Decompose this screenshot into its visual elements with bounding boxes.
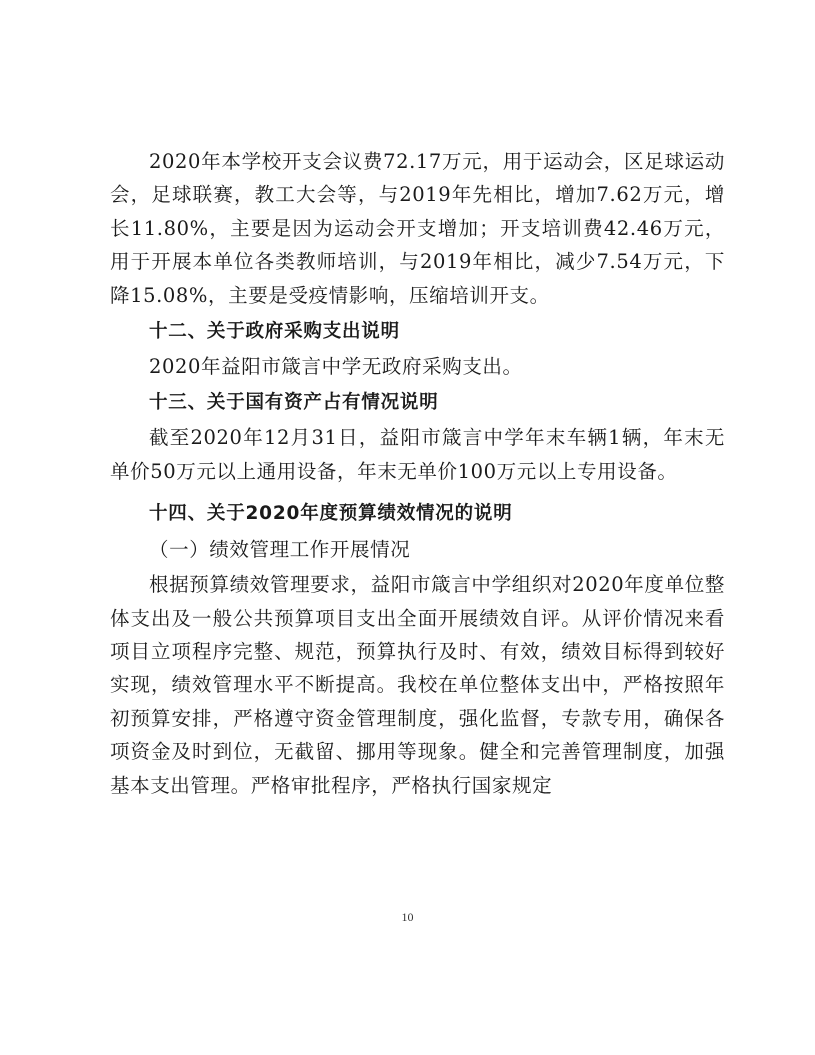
paragraph-government-procurement: 2020年益阳市箴言中学无政府采购支出。 [149,355,523,379]
page-number: 10 [401,910,414,924]
paragraph-performance-management: 根据预算绩效管理要求，益阳市箴言中学组织对2020年度单位整体支出及一般公共预算项目支出全面开展绩效自评。从评价情况来看项目立项程序完整、规范，预算执行及时、有效，绩效目标得到较好实现，绩效管理水平不断提高。我校在单位整体支出中，严格按照年初预算安排，严格遵守资金管理制度，强化监督，专款专用，确保各项资金及时到位，无截留、挪用等现象。健全和完善管理制度，加强基本支出管理。严格审批程序，严格执行国家规定 [110,573,725,797]
paragraph-meeting-training-fees: 2020年本学校开支会议费72.17万元，用于运动会，区足球运动会，足球联赛，教工大会等，与2019年先相比，增加7.62万元，增长11.80%，主要是因为运动会开支增加；开支培训费42.46万元，用于开展本单位各类教师培训，与2019年相比，减少7.54万元，下降15.08%，主要是受疫情影响，压缩培训开支。 [110,150,725,307]
heading-budget-performance: 十四、关于2020年度预算绩效情况的说明 [149,503,513,525]
paragraph-state-assets: 截至2020年12月31日，益阳市箴言中学年末车辆1辆，年末无单价50万元以上通用设备，年末无单价100万元以上专用设备。 [110,426,725,483]
document-body [110,145,725,802]
subheading-performance-management: （一）绩效管理工作开展情况 [149,538,411,562]
heading-government-procurement: 十二、关于政府采购支出说明 [149,321,400,343]
heading-state-assets: 十三、关于国有资产占有情况说明 [149,392,439,414]
